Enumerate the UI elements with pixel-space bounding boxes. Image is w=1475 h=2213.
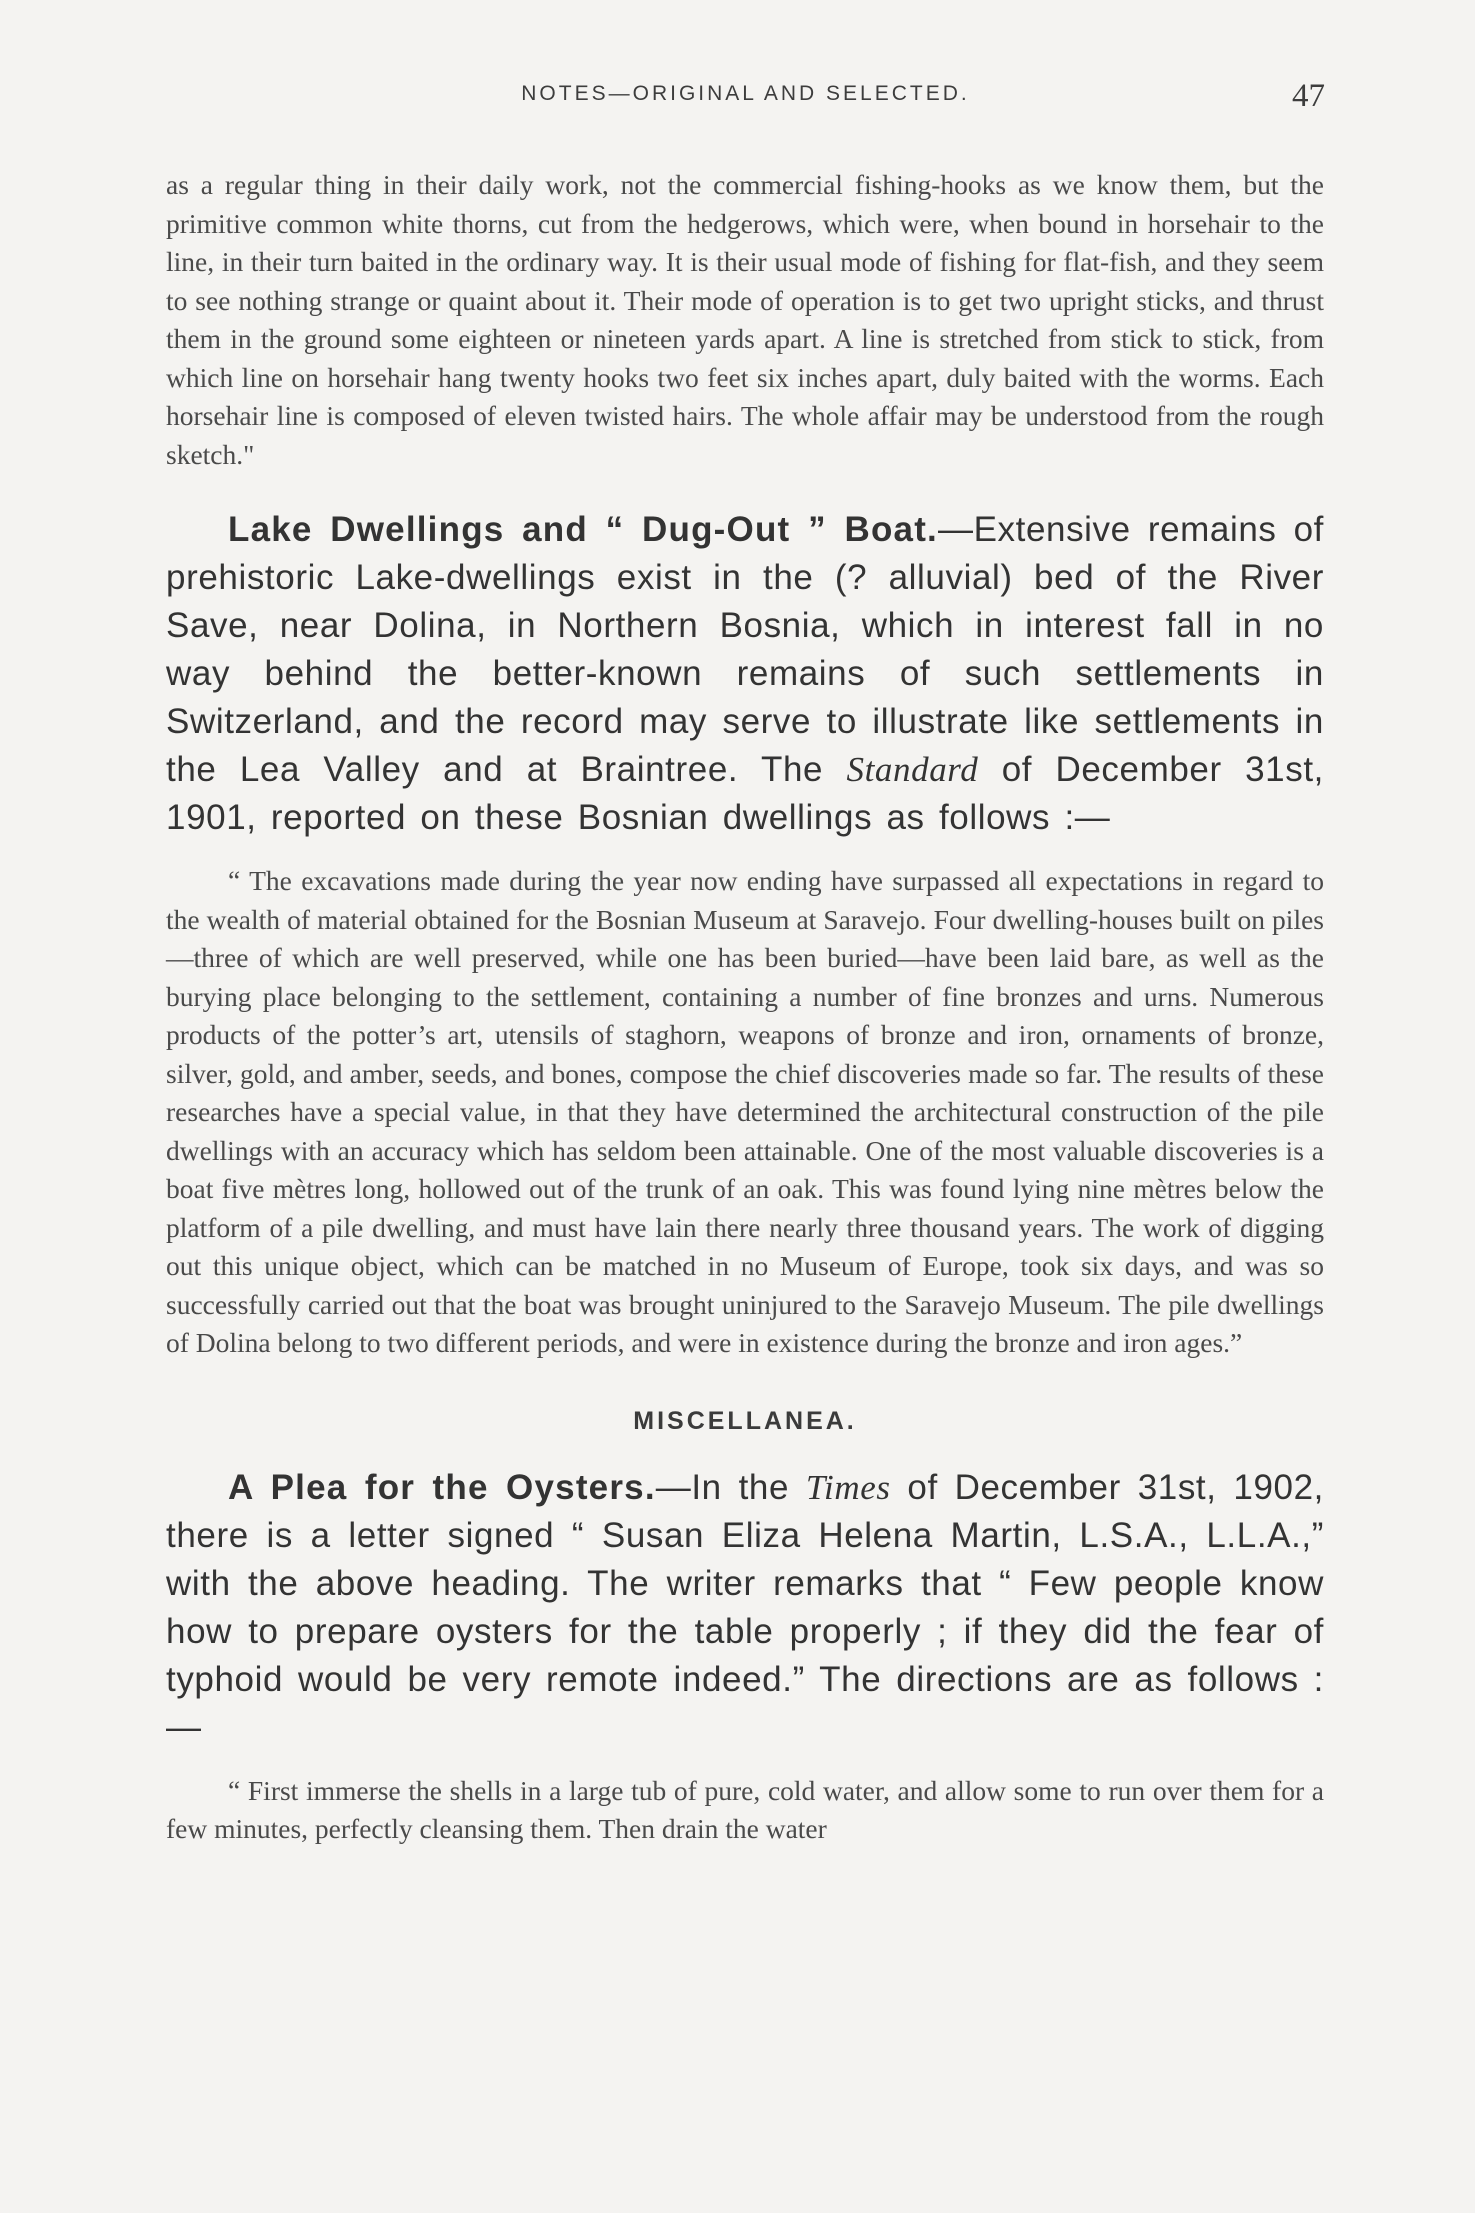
body-text bbox=[166, 166, 1324, 1849]
running-head: NOTES—ORIGINAL AND SELECTED. bbox=[521, 82, 970, 105]
newspaper-standard: Standard bbox=[846, 750, 979, 789]
page-header bbox=[166, 78, 1325, 118]
oysters-quote: “ First immerse the shells in a large tub of pure, cold water, and allow some to run over them for a few minutes, perfectly cleansing them. Then drain the water bbox=[166, 1774, 1324, 1844]
bosnia-quote: “ The excavations made during the year now ending have surpassed all expectations in regard to the wealth of material obtained for the Bosnian Museum at Saravejo. Four dwelling-houses built on piles—three of which are well preserved, while one has been buried—have been laid bare, as well as the burying place belonging to the settlement, containing a number of fine bronzes and urns. Numerous products of the potter’s art, utensils of staghorn, weapons of bronze and iron, ornaments of bronze, silver, gold, and amber, seeds, and bones, compose the chief discoveries made so far. The results of these researches have a special value, in that they have determined the architectural construction of the pile dwellings with an accuracy which has seldom been attainable. One of the most valuable discoveries is a boat five mètres long, hollowed out of the trunk of an oak. This was found lying nine mètres below the platform of a pile dwelling, and must have lain there nearly three thousand years. The work of digging out this unique object, which can be matched in no Museum of Europe, took six days, and was so successfully carried out that the boat was brought uninjured to the Saravejo Museum. The pile dwellings of Dolina belong to two different periods, and were in existence during the bronze and iron ages.” bbox=[166, 865, 1324, 1358]
page-number: 47 bbox=[1292, 78, 1325, 114]
lake-dwellings-text-2: of December 31st, 1901, reported on these Bosnian dwellings as follows :— bbox=[166, 750, 1324, 837]
oysters-text-2: of December 31st, 1902, there is a letter signed “ Susan Eliza Helena Martin, L.S.A., L.L.A.,” with the above heading. The writer remarks that “ Few people know how to prepare oysters for the table properly ; if they did the fear of typhoid would be very remote indeed.” The directions are as follows :— bbox=[166, 1467, 1324, 1747]
lake-dwellings-paragraph bbox=[166, 506, 1324, 842]
oysters-heading: A Plea for the Oysters. bbox=[228, 1467, 656, 1507]
fishing-paragraph: as a regular thing in their daily work, not the commercial fishing-hooks as we know them, but the primitive common white thorns, cut from the hedgerows, which were, when bound in horsehair to the line, in their turn baited in the ordinary way. It is their usual mode of fishing for flat-fish, and they seem to see nothing strange or quaint about it. Their mode of operation is to get two upright sticks, and thrust them in the ground some eighteen or nineteen yards apart. A line is stretched from stick to stick, from which line on horsehair hang twenty hooks two feet six inches apart, duly baited with the worms. Each horsehair line is composed of eleven twisted hairs. The whole affair may be understood from the rough sketch." bbox=[166, 169, 1324, 470]
section-title-miscellanea: MISCELLANEA. bbox=[633, 1406, 857, 1435]
newspaper-times: Times bbox=[805, 1467, 891, 1507]
lake-dwellings-text-1: —Extensive remains of prehistoric Lake-dwellings exist in the (? alluvial) bed of the River Save, near Dolina, in Northern Bosnia, which in interest fall in no way behind the better-known remains of such settlements in Switzerland, and the record may serve to illustrate like settlements in the Lea Valley and at Braintree. The bbox=[166, 510, 1324, 789]
lake-dwellings-heading: Lake Dwellings and “ Dug-Out ” Boat. bbox=[228, 510, 938, 549]
oysters-text-1: —In the bbox=[655, 1467, 806, 1507]
oysters-paragraph bbox=[166, 1464, 1324, 1752]
